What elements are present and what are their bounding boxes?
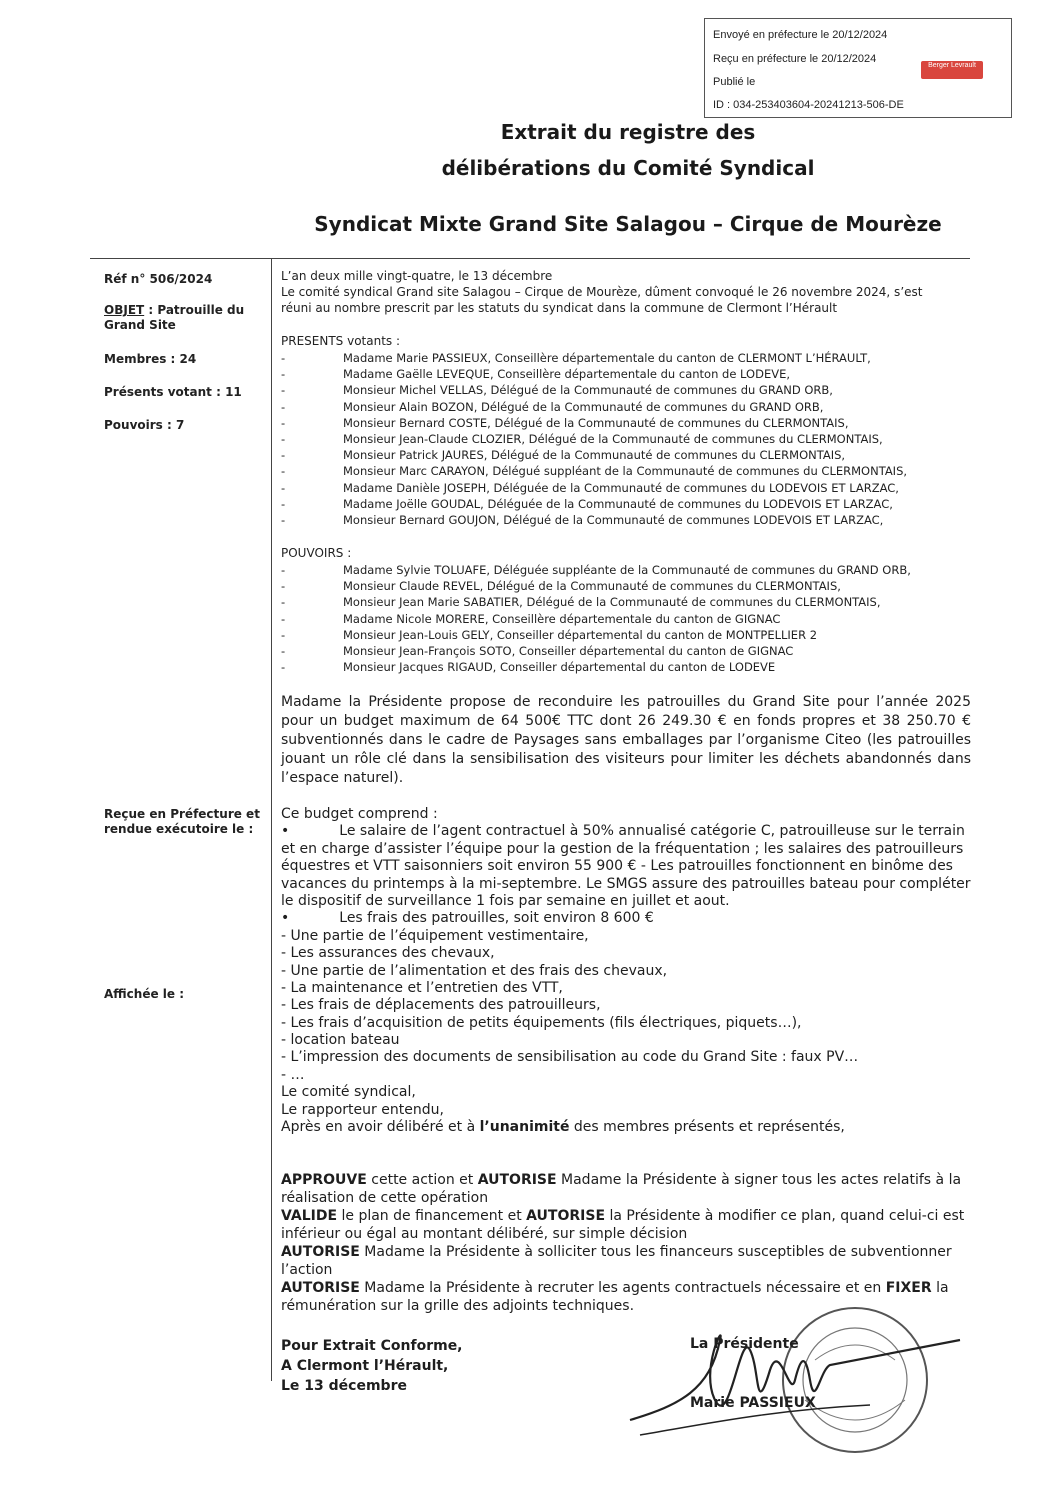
list-item-text: Monsieur Jean-François SOTO, Conseiller départemental du canton de GIGNAC: [343, 643, 794, 658]
list-item-text: Monsieur Marc CARAYON, Délégué suppléant de la Communauté de communes du CLERMONTAIS,: [343, 464, 908, 479]
authorize3-line1: [281, 1279, 971, 1297]
list-item-text: Monsieur Patrick JAURES, Délégué de la Communauté de communes du CLERMONTAIS,: [343, 448, 846, 463]
budget-section: [281, 806, 971, 1136]
dash-bullet: -: [281, 611, 286, 626]
budget-items: [281, 928, 971, 1085]
list-item-text: Madame Sylvie TOLUAFE, Déléguée suppléante de la Communauté de communes du GRAND ORB,: [343, 563, 911, 577]
unanimity-text: l’unanimité: [479, 1119, 570, 1136]
intro-line1: L’an deux mille vingt-quatre, le 13 décembre: [281, 269, 553, 283]
dash-bullet: -: [281, 464, 286, 479]
authorize-keyword: AUTORISE: [477, 1172, 557, 1188]
subject-text-2: Grand Site: [104, 318, 176, 332]
bullet1-text: Le salaire de l’agent contractuel à 50% annualisé catégorie C, patrouilleuse sur le terrain: [339, 823, 965, 840]
budget-item: - Les frais d’acquisition de petits équipements (fils électriques, piquets…),: [281, 1014, 802, 1031]
authorize2-text: Madame la Présidente à solliciter tous les financeurs susceptibles de subventionner: [359, 1244, 952, 1260]
dash-bullet: -: [281, 627, 286, 642]
authorize3-text1: Madame la Présidente à recruter les agents contractuels nécessaire et en: [359, 1280, 886, 1296]
president-name: Marie PASSIEUX: [690, 1395, 816, 1411]
subject-label: OBJET: [104, 303, 145, 317]
dash-bullet: -: [281, 415, 286, 430]
list-item-text: Monsieur Alain BOZON, Délégué de la Communauté de communes du GRAND ORB,: [343, 399, 824, 414]
approve-text2: Madame la Présidente à signer tous les actes relatifs à la: [556, 1172, 962, 1188]
budget-bullet1-line1: [281, 823, 971, 840]
bullet-icon: •: [281, 823, 290, 840]
dash-bullet: -: [281, 431, 286, 446]
bullet-icon: •: [281, 910, 290, 927]
dash-bullet: -: [281, 480, 286, 495]
budget-bullet1-line2: et en charge d’assister l’équipe pour la gestion de la fréquentation ; les salaires des patrouilleurs: [281, 840, 964, 857]
bullet2-text: Les frais des patrouilles, soit environ 8 600 €: [339, 910, 654, 927]
list-item-text: Madame Marie PASSIEUX, Conseillère départementale du canton de CLERMONT L’HÉRAULT,: [343, 351, 871, 365]
authorize-keyword: AUTORISE: [281, 1244, 360, 1260]
decision-line1: Le comité syndical,: [281, 1084, 416, 1101]
list-item-text: Monsieur Bernard GOUJON, Délégué de la Communauté de communes LODEVOIS ET LARZAC,: [343, 512, 884, 527]
prefecture-stamp: [704, 18, 1012, 118]
stamp-sent: Envoyé en préfecture le 20/12/2024: [713, 29, 888, 41]
document-title-line1: Extrait du registre des: [500, 120, 756, 144]
intro-line2: Le comité syndical Grand site Salagou – Cirque de Mourèze, dûment convoqué le 26 novembre 2024, s’est: [281, 285, 923, 299]
list-item-text: Madame Danièle JOSEPH, Déléguée de la Communauté de communes du LODEVOIS ET LARZAC,: [343, 480, 899, 495]
budget-bullet1-line4: vacances du printemps à la mi-septembre. Le SMGS assure des patrouilles bateau pour compléter: [281, 875, 971, 892]
validate-line2: inférieur ou égal au montant délibéré, sur simple décision: [281, 1226, 688, 1242]
authorize2-line2: l’action: [281, 1262, 333, 1278]
handwritten-signature-icon: [620, 1310, 980, 1450]
president-title: La Présidente: [690, 1336, 799, 1352]
approve-text1: cette action et: [366, 1172, 478, 1188]
subject-text: : Patrouille du: [144, 303, 245, 317]
powers-heading: POUVOIRS :: [281, 546, 352, 560]
list-item-text: Madame Joëlle GOUDAL, Déléguée de la Communauté de communes du LODEVOIS ET LARZAC,: [343, 496, 893, 511]
list-item-text: Monsieur Jean-Claude CLOZIER, Délégué de la Communauté de communes du CLERMONTAIS,: [343, 431, 883, 446]
budget-item: - location bateau: [281, 1032, 400, 1049]
fix-keyword: FIXER: [885, 1280, 932, 1296]
validate-text2: la Présidente à modifier ce plan, quand celui-ci est: [605, 1208, 965, 1224]
validate-text1: le plan de financement et: [337, 1208, 527, 1224]
certification-line2: A Clermont l’Hérault,: [281, 1358, 449, 1374]
dash-bullet: -: [281, 351, 286, 365]
dash-bullet: -: [281, 448, 286, 463]
authorize2-line1: [281, 1243, 971, 1261]
resolution-section: [281, 1171, 971, 1315]
present-count: Présents votant : 11: [104, 385, 242, 399]
budget-bullet2: [281, 910, 971, 927]
budget-bullet1-line3: équestres et VTT saisonniers soit environ 55 900 € - Les patrouilles fonctionnent en binôme des: [281, 858, 953, 875]
dash-bullet: -: [281, 383, 286, 398]
subject: [104, 303, 244, 333]
validate-keyword: VALIDE: [281, 1208, 338, 1224]
dash-bullet: -: [281, 563, 286, 577]
stamp-id: ID : 034-253403604-20241213-506-DE: [713, 99, 904, 111]
approve-line1: [281, 1171, 971, 1189]
dash-bullet: -: [281, 579, 286, 594]
column-divider: [271, 259, 272, 1381]
authorize3-line2: rémunération sur la grille des adjoints techniques.: [281, 1298, 635, 1314]
list-item-text: Monsieur Bernard COSTE, Délégué de la Communauté de communes du CLERMONTAIS,: [343, 415, 849, 430]
validate-line1: [281, 1207, 971, 1225]
list-item-text: Monsieur Claude REVEL, Délégué de la Communauté de communes du CLERMONTAIS,: [343, 579, 841, 594]
budget-item: - Une partie de l’équipement vestimentaire,: [281, 927, 589, 944]
budget-heading: Ce budget comprend :: [281, 806, 438, 822]
budget-bullet1-line5: le dispositif de surveillance 1 fois par semaine en juillet et aout.: [281, 892, 730, 909]
authorize-keyword: AUTORISE: [526, 1208, 606, 1224]
budget-item: - Les assurances des chevaux,: [281, 945, 495, 962]
document-title-line2: délibérations du Comité Syndical: [441, 156, 815, 180]
presents-heading: PRESENTS votants :: [281, 334, 401, 348]
dash-bullet: -: [281, 595, 286, 610]
budget-item: - Les frais de déplacements des patrouilleurs,: [281, 997, 601, 1014]
reference-number: Réf n° 506/2024: [104, 272, 213, 286]
dash-bullet: -: [281, 512, 286, 527]
list-item-text: Monsieur Jean-Louis GELY, Conseiller départemental du canton de MONTPELLIER 2: [343, 627, 818, 642]
list-item-text: Monsieur Michel VELLAS, Délégué de la Communauté de communes du GRAND ORB,: [343, 383, 833, 398]
intro-line3: réuni au nombre prescrit par les statuts du syndicat dans la commune de Clermont l’Hérault: [281, 301, 838, 315]
decision-line2: Le rapporteur entendu,: [281, 1101, 444, 1118]
prefecture-receipt: [104, 807, 260, 837]
header-divider: [90, 258, 970, 259]
posted-on: Affichée le :: [104, 987, 185, 1001]
powers-count: Pouvoirs : 7: [104, 418, 185, 432]
list-item-text: Monsieur Jean Marie SABATIER, Délégué de la Communauté de communes du CLERMONTAIS,: [343, 595, 881, 610]
list-item-text: Monsieur Jacques RIGAUD, Conseiller départemental du canton de LODEVE: [343, 660, 776, 675]
prefecture-receipt-line2: rendue exécutoire le :: [104, 822, 254, 836]
list-item-text: Madame Gaëlle LEVEQUE, Conseillère départementale du canton de LODEVE,: [343, 367, 791, 382]
authorize-keyword: AUTORISE: [281, 1280, 360, 1296]
prefecture-receipt-line1: Reçue en Préfecture et: [104, 807, 260, 821]
dash-bullet: -: [281, 660, 286, 675]
certification-line1: Pour Extrait Conforme,: [281, 1338, 463, 1354]
decision-text-a: Après en avoir délibéré et à: [281, 1119, 480, 1136]
decision-line3: [281, 1119, 971, 1136]
dash-bullet: -: [281, 496, 286, 511]
decision-text-c: des membres présents et représentés,: [569, 1119, 845, 1136]
authorize3-text2: la: [931, 1280, 949, 1296]
budget-item: - La maintenance et l’entretien des VTT,: [281, 979, 563, 996]
budget-item: - Une partie de l’alimentation et des frais des chevaux,: [281, 962, 668, 979]
organization-title: Syndicat Mixte Grand Site Salagou – Cirque de Mourèze: [314, 212, 942, 236]
certification-block: [281, 1336, 463, 1396]
list-item-text: Madame Nicole MORERE, Conseillère départementale du canton de GIGNAC: [343, 611, 781, 626]
approve-keyword: APPROUVE: [281, 1172, 367, 1188]
dash-bullet: -: [281, 367, 286, 382]
dash-bullet: -: [281, 643, 286, 658]
proposal-paragraph: Madame la Présidente propose de reconduire les patrouilles du Grand Site pour l’année 2025 pour un budget maximum de 64 500€ TTC dont 26 249.30 € en fonds propres et 38 250.70 € subventionnés dans le cadre de Paysages sans emballages par l’organisme Citeo (les patrouilles jouant un rôle clé dans la sensibilisation des visiteurs pour limiter les déchets abandonnés dans l’espace naturel).: [281, 694, 971, 786]
budget-item: - …: [281, 1066, 305, 1083]
berger-levrault-logo: Berger Levrault: [921, 61, 983, 79]
stamp-received: Reçu en préfecture le 20/12/2024: [713, 53, 877, 65]
certification-line3: Le 13 décembre: [281, 1378, 407, 1394]
dash-bullet: -: [281, 399, 286, 414]
approve-line2: réalisation de cette opération: [281, 1190, 489, 1206]
budget-item: - L’impression des documents de sensibilisation au code du Grand Site : faux PV…: [281, 1049, 859, 1066]
stamp-published: Publié le: [713, 76, 756, 88]
members-count: Membres : 24: [104, 352, 197, 366]
